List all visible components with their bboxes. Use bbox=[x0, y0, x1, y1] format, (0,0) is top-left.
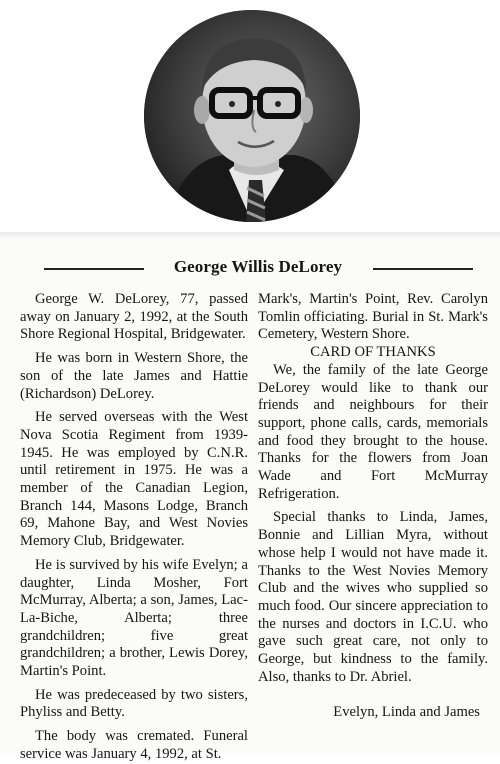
paragraph-service: He served overseas with the West Nova Scotia Regiment from 1939-1945. He was employed by C.N.R. until retirement in 1975. He was a member of the Canadian Legion, Branch 144, Masons Lodge, Branch 69, Mahone Bay, and West Novies Memory Club, Bridgewater. bbox=[20, 409, 248, 550]
paragraph-funeral-continued: Mark's, Martin's Point, Rev. Carolyn Tomlin officiating. Burial in St. Mark's Cemetery, Western Shore. bbox=[258, 291, 488, 343]
portrait-photo bbox=[144, 10, 360, 222]
card-of-thanks-heading: CARD OF THANKS bbox=[310, 344, 436, 361]
paragraph-birth: He was born in Western Shore, the son of the late James and Hattie (Richardson) DeLorey. bbox=[20, 350, 248, 402]
signoff: Evelyn, Linda and James bbox=[333, 704, 480, 721]
right-column bbox=[258, 291, 488, 722]
paragraph-survivors: He is survived by his wife Evelyn; a daughter, Linda Mosher, Fort McMurray, Alberta; a son, James, Lac-La-Biche, Alberta; three grandchildren; five great grandchildren; a brother, Lewis Dorey, Martin's Point. bbox=[20, 556, 248, 680]
paragraph-thanks-family: We, the family of the late George DeLorey would like to thank our friends and neighbours for their support, phone calls, cards, memorials and food they brought to the house. Thanks for the flowers from Joan Wade and Fort McMurray Refrigeration. bbox=[258, 361, 488, 502]
portrait-image bbox=[144, 10, 360, 222]
left-column bbox=[20, 291, 248, 764]
obituary-heading: George Willis DeLorey bbox=[173, 257, 343, 276]
paragraph-predeceased: He was predeceased by two sisters, Phyliss and Betty. bbox=[20, 686, 248, 721]
paragraph-special-thanks: Special thanks to Linda, James, Bonnie and Lillian Myra, without whose help I would not have made it. Thanks to the West Novies Memory Club and the wives who supplied so much food. Our sincere appreciation to the nurses and doctors in I.C.U. who gave such great care, not only to George, but kindness to the family. Also, thanks to Dr. Abriel. bbox=[258, 509, 488, 685]
paragraph-death-notice: George W. DeLorey, 77, passed away on January 2, 1992, at the South Shore Regional Hospital, Bridgewater. bbox=[20, 291, 248, 343]
obituary-clipping bbox=[0, 236, 500, 762]
heading-rule-right bbox=[373, 268, 473, 270]
heading-rule-left bbox=[44, 268, 144, 270]
heading-row bbox=[0, 256, 500, 280]
paragraph-funeral: The body was cremated. Funeral service was January 4, 1992, at St. bbox=[20, 728, 248, 762]
